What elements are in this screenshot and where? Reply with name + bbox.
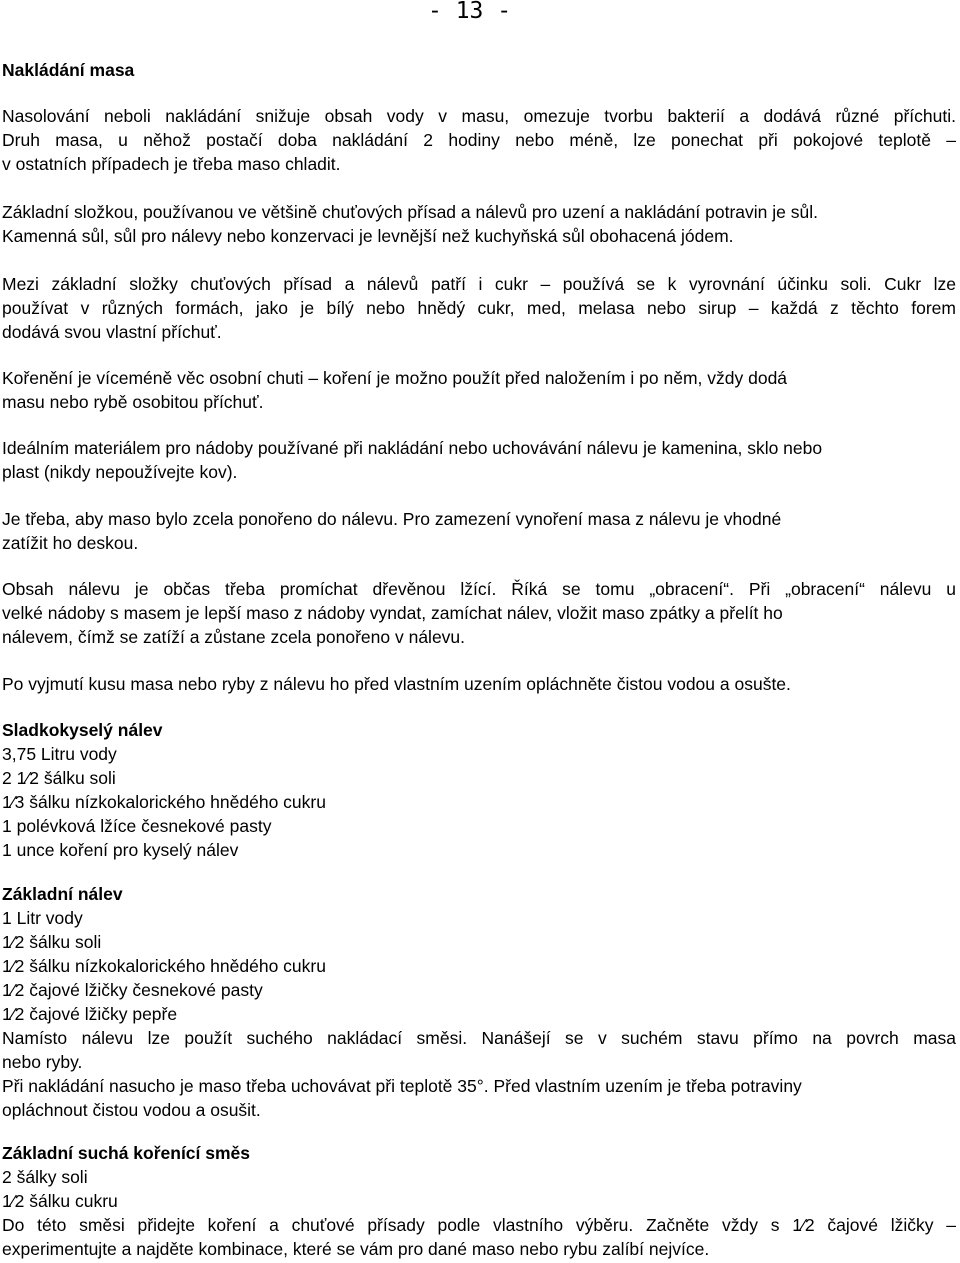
paragraph-line: masu nebo rybě osobitou příchuť. [2,392,264,412]
paragraph-line: Základní složkou, používanou ve většině chuťových přísad a nálevů pro uzení a nakládání potravin je sůl. [2,202,818,222]
ingredient-item: 1 polévková lžíce česnekové pasty [2,816,272,836]
ingredient-item: 1⁄2 čajové lžičky pepře [2,1004,178,1024]
paragraph-line: experimentujte a najděte kombinace, které se vám pro dané maso nebo rybu zalíbí nejvíce. [2,1239,710,1259]
paragraph-line: nálevem, čímž se zatíží a zůstane zcela ponořeno v nálevu. [2,627,466,647]
paragraph-line: Namísto nálevu lze použít suchého nakládací směsi. Nanášejí se v suchém stavu přímo na povrch masa [2,1028,956,1048]
title-text: Nakládání masa [2,60,135,80]
paragraph-line: Po vyjmutí kusu masa nebo ryby z nálevu ho před vlastním uzením opláchněte čistou vodou a osušte. [2,674,791,694]
section-title [2,58,134,82]
paragraph-5 [2,436,822,484]
paragraph-1 [2,104,956,176]
ingredient-item: 1⁄3 šálku nízkokalorického hnědého cukru [2,792,326,812]
ingredient-item: 1⁄2 šálku soli [2,932,102,952]
paragraph-line: Při nakládání nasucho je maso třeba uchovávat při teplotě 35°. Před vlastním uzením je třeba potraviny [2,1076,802,1096]
paragraph-line: Mezi základní složky chuťových přísad a nálevů patří i cukr – používá se k vyrovnání účinku soli. Cukr lze [2,274,956,294]
ingredient-item: 1 unce koření pro kyselý nálev [2,840,239,860]
paragraph-line: Je třeba, aby maso bylo zcela ponořeno do nálevu. Pro zamezení vynoření masa z nálevu je vhodné [2,509,782,529]
paragraph-4 [2,366,787,414]
paragraph-line: Obsah nálevu je občas třeba promíchat dřevěnou lžící. Říká se tomu „obracení“. Při „obracení“ nálevu u [2,579,956,599]
ingredient-item: 1 Litr vody [2,908,83,928]
paragraph-line: používat v různých formách, jako je bílý nebo hnědý cukr, med, melasa nebo sirup – každá z těchto forem [2,298,956,318]
paragraph-line: nebo ryby. [2,1052,83,1072]
paragraph-line: Nasolování neboli nakládání snižuje obsah vody v masu, omezuje tvorbu bakterií a dodává různé příchuti. [2,106,956,126]
paragraph-line: opláchnout čistou vodou a osušit. [2,1100,261,1120]
recipe-heading: Sladkokyselý nálev [2,720,163,740]
paragraph-line: zatížit ho deskou. [2,533,139,553]
paragraph-line: Kořenění je víceméně věc osobní chuti – koření je možno použít před naložením i po něm, vždy dodá [2,368,788,388]
recipe-sweet-sour [2,718,326,862]
paragraph-3 [2,272,956,344]
ingredient-item: 1⁄2 šálku nízkokalorického hnědého cukru [2,956,326,976]
paragraph-line: velké nádoby s masem je lepší maso z nádoby vyndat, zamíchat nálev, vložit maso zpátky a přelít ho [2,603,783,623]
recipe-dry-mix [2,1141,956,1261]
recipe-heading: Základní nálev [2,884,123,904]
ingredient-item: 1⁄2 čajové lžičky česnekové pasty [2,980,263,1000]
ingredient-item: 1⁄2 šálku cukru [2,1191,118,1211]
paragraph-8 [2,672,791,696]
paragraph-line: dodává svou vlastní příchuť. [2,322,222,342]
paragraph-6 [2,507,781,555]
ingredient-item: 3,75 Litru vody [2,744,117,764]
ingredient-item: 2 1⁄2 šálku soli [2,768,116,788]
recipe-heading: Základní suchá kořenící směs [2,1143,251,1163]
paragraph-7 [2,577,956,649]
paragraph-2 [2,200,818,248]
paragraph-line: Ideálním materiálem pro nádoby používané při nakládání nebo uchovávání nálevu je kamenina, sklo nebo [2,438,823,458]
paragraph-line: plast (nikdy nepoužívejte kov). [2,462,238,482]
page-number: - 13 - [428,0,512,24]
recipe-basic [2,882,956,1122]
ingredient-item: 2 šálky soli [2,1167,88,1187]
paragraph-line: Druh masa, u něhož postačí doba nakládání 2 hodiny nebo méně, lze ponechat při pokojové teplotě – [2,130,956,150]
paragraph-line: v ostatních případech je třeba maso chladit. [2,154,341,174]
paragraph-line: Kamenná sůl, sůl pro nálevy nebo konzervaci je levnější než kuchyňská sůl obohacená jódem. [2,226,734,246]
paragraph-line: Do této směsi přidejte koření a chuťové přísady podle vlastního výběru. Začněte vždy s 1⁄2 čajové lžičky – [2,1215,956,1235]
